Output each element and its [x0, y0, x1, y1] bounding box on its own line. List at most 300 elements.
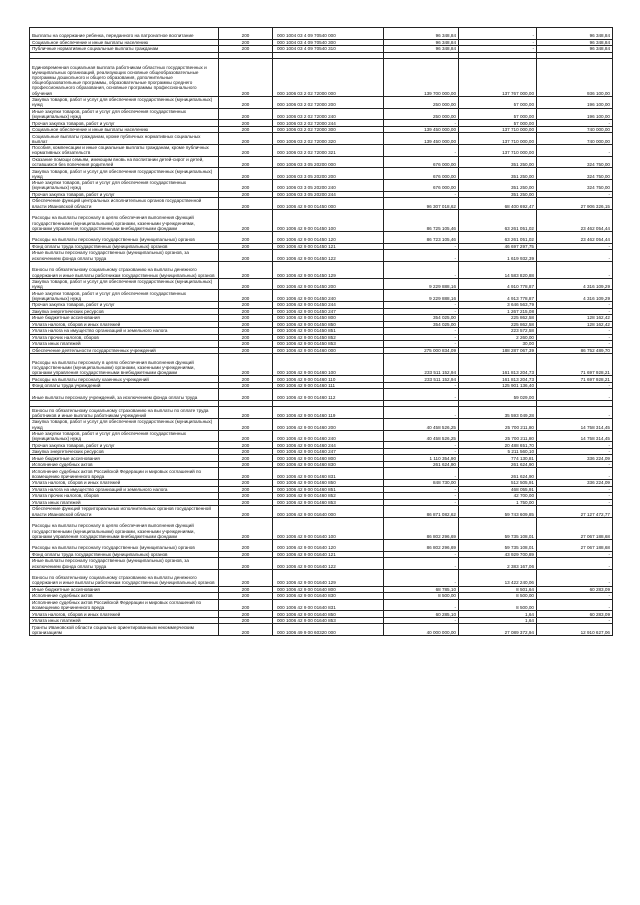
row-approved: 139 700 000,00	[384, 59, 459, 97]
row-executed: 57 000,00	[459, 96, 537, 108]
table-row	[30, 59, 613, 97]
row-approved: 96 348,84	[384, 28, 459, 40]
row-name: Уплата иных платежей	[30, 499, 219, 506]
row-approved: 354 025,00	[384, 315, 459, 322]
row-executed: 1 619 932,39	[459, 250, 537, 262]
table-row	[30, 624, 613, 636]
row-unexecuted: -	[537, 617, 613, 624]
row-kbk: 000 1006 42 9 00 01450 240	[273, 290, 384, 302]
row-approved: -	[384, 191, 459, 198]
row-approved: -	[384, 341, 459, 348]
row-name: Закупка товаров, работ и услуг для обеспечения государственных (муниципальных) нужд	[30, 96, 219, 108]
row-name: Уплата налогов, сборов и иных платежей	[30, 611, 219, 618]
row-executed: 43 929 700,89	[459, 551, 537, 558]
row-approved: 848 730,00	[384, 480, 459, 487]
row-unexecuted: -	[537, 328, 613, 335]
row-executed: 46 697 297,75	[459, 243, 537, 250]
row-kbk: 000 1006 42 9 00 01450 853	[273, 341, 384, 348]
row-name: Иные выплаты персоналу государственных (муниципальных) органов, за исключением фонда оплаты труда	[30, 558, 219, 570]
row-executed: 3 646 563,79	[459, 302, 537, 309]
row-name: Взносы по обязательному социальному страхованию на выплаты по оплате труда работников и иные выплаты работникам учреждений	[30, 407, 219, 419]
row-name: Обеспечение функций центральных исполнительных органов государственной власти Ивановской области	[30, 198, 219, 210]
row-kbk: 000 1006 03 2 02 72000 244	[273, 120, 384, 127]
row-unexecuted: -	[537, 493, 613, 500]
row-unexecuted: -	[537, 382, 613, 389]
row-approved: 40 458 526,25	[384, 419, 459, 431]
row-code: 200	[219, 231, 273, 243]
row-name: Иные выплаты персоналу государственных (муниципальных) органов, за исключением фонда оплаты труда	[30, 250, 219, 262]
row-code: 200	[219, 261, 273, 278]
row-kbk: 000 1006 42 9 00 01450 850	[273, 321, 384, 328]
row-unexecuted: -	[537, 558, 613, 570]
row-approved: -	[384, 617, 459, 624]
row-unexecuted: 71 697 928,21	[537, 376, 613, 383]
row-unexecuted: 96 348,84	[537, 46, 613, 53]
row-code: 200	[219, 243, 273, 250]
row-code: 200	[219, 39, 273, 46]
row-unexecuted: -	[537, 599, 613, 611]
row-approved: -	[384, 261, 459, 278]
row-executed: 468 055,91	[459, 486, 537, 493]
row-code: 200	[219, 461, 273, 468]
row-code: 200	[219, 468, 273, 480]
row-kbk: 000 1006 42 9 00 01640 831	[273, 599, 384, 611]
row-unexecuted: 740 000,00	[537, 126, 613, 133]
row-executed: 14 583 820,88	[459, 261, 537, 278]
row-executed: 137 710 000,00	[459, 133, 537, 145]
row-code: 200	[219, 120, 273, 127]
row-name: Закупка товаров, работ и услуг для обеспечения государственных (муниципальных) нужд	[30, 278, 219, 290]
row-approved: 86 723 105,46	[384, 231, 459, 243]
row-executed: 351 250,00	[459, 156, 537, 168]
table-row	[30, 558, 613, 570]
row-name: Закупка товаров, работ и услуг для обеспечения государственных (муниципальных) нужд	[30, 168, 219, 180]
row-kbk: 000 1006 42 9 00 01450 852	[273, 334, 384, 341]
row-unexecuted: -	[537, 442, 613, 449]
row-executed: 351 250,00	[459, 191, 537, 198]
row-approved: -	[384, 389, 459, 401]
row-approved: -	[384, 144, 459, 156]
table-row	[30, 611, 613, 618]
row-code: 200	[219, 617, 273, 624]
row-code: 200	[219, 46, 273, 53]
row-code: 200	[219, 198, 273, 210]
row-name: Расходы на выплаты персоналу в целях обеспечения выполнения функций государственными (муниципальными) органами, казенными учреждениями, органами управления государственными внебюджетными фондами	[30, 354, 219, 376]
row-unexecuted: -	[537, 120, 613, 127]
row-executed: 137 710 000,00	[459, 144, 537, 156]
row-executed: 125 901 136,40	[459, 382, 537, 389]
row-unexecuted: 196 100,00	[537, 108, 613, 120]
row-name: Расходы на выплаты персоналу в целях обеспечения выполнения функций государственными (муниципальными) органами, казенными учреждениями, органами управления государственными внебюджетными фондами	[30, 517, 219, 539]
row-unexecuted: -	[537, 593, 613, 600]
row-kbk: 000 1006 42 9 00 01460 800	[273, 455, 384, 462]
table-row	[30, 321, 613, 328]
row-unexecuted: -	[537, 302, 613, 309]
row-executed: 1,64	[459, 611, 537, 618]
row-approved: 676 000,00	[384, 156, 459, 168]
row-unexecuted: 86 752 489,70	[537, 347, 613, 354]
row-unexecuted: 324 750,00	[537, 168, 613, 180]
row-name: Закупка товаров, работ и услуг для обеспечения государственных (муниципальных) нужд	[30, 419, 219, 431]
row-name: Прочая закупка товаров, работ и услуг	[30, 191, 219, 198]
row-code: 200	[219, 290, 273, 302]
row-name: Уплата иных платежей	[30, 341, 219, 348]
row-kbk: 000 1006 42 9 00 01460 110	[273, 376, 384, 383]
row-code: 200	[219, 569, 273, 586]
row-kbk: 000 1006 42 9 00 01460 850	[273, 480, 384, 487]
row-unexecuted: 71 697 928,21	[537, 354, 613, 376]
row-name: Обеспечение функций территориальных исполнительных органов государственной власти Ивановской области	[30, 506, 219, 518]
row-unexecuted: -	[537, 334, 613, 341]
row-approved: 96 307 018,62	[384, 198, 459, 210]
row-unexecuted: 4 316 109,29	[537, 290, 613, 302]
row-unexecuted: 96 348,84	[537, 28, 613, 40]
row-code: 200	[219, 586, 273, 593]
row-approved: -	[384, 302, 459, 309]
row-code: 200	[219, 419, 273, 431]
row-kbk: 000 1006 42 9 00 01460 244	[273, 442, 384, 449]
row-name: Исполнение судебных актов	[30, 593, 219, 600]
row-kbk: 000 1006 42 9 00 01460 830	[273, 461, 384, 468]
row-name: Уплата налогов, сборов и иных платежей	[30, 480, 219, 487]
row-code: 200	[219, 209, 273, 231]
row-approved: 68 785,10	[384, 586, 459, 593]
row-approved: 40 000 000,00	[384, 624, 459, 636]
row-kbk: 000 1004 03 4 09 70540 300	[273, 39, 384, 46]
row-unexecuted: 128 162,42	[537, 315, 613, 322]
row-code: 200	[219, 168, 273, 180]
row-executed: 63 261 051,02	[459, 209, 537, 231]
row-code: 200	[219, 624, 273, 636]
table-row	[30, 144, 613, 156]
row-executed: 57 000,00	[459, 120, 537, 127]
row-kbk: 000 1006 03 3 05 20200 244	[273, 191, 384, 198]
row-name: Закупка энергетических ресурсов	[30, 308, 219, 315]
row-code: 200	[219, 133, 273, 145]
row-executed: 25 700 211,80	[459, 419, 537, 431]
row-kbk: 000 1004 03 4 09 70540 000	[273, 28, 384, 40]
row-code: 200	[219, 354, 273, 376]
row-name: Прочая закупка товаров, работ и услуг	[30, 442, 219, 449]
row-executed: 188 287 067,39	[459, 347, 537, 354]
row-name: Уплата прочих налогов, сборов	[30, 334, 219, 341]
row-executed: 5 211 560,10	[459, 448, 537, 455]
row-code: 200	[219, 517, 273, 539]
row-kbk: 000 1006 03 2 02 72000 000	[273, 59, 384, 97]
row-code: 200	[219, 28, 273, 40]
row-code: 200	[219, 389, 273, 401]
row-unexecuted: -	[537, 486, 613, 493]
row-kbk: 000 1006 42 9 00 01460 851	[273, 486, 384, 493]
row-name: Иные бюджетные ассигнования	[30, 455, 219, 462]
row-code: 200	[219, 180, 273, 192]
table-row	[30, 156, 613, 168]
row-kbk: 000 1006 42 9 00 01640 122	[273, 558, 384, 570]
row-approved: 96 348,84	[384, 46, 459, 53]
row-executed: 35 593 049,28	[459, 407, 537, 419]
row-name: Взносы по обязательному социальному страхованию на выплаты денежного содержания и иные выплаты работникам государственных (муниципальных) органов	[30, 261, 219, 278]
row-code: 200	[219, 480, 273, 487]
row-unexecuted: -	[537, 389, 613, 401]
row-name: Обеспечение деятельности государственных учреждений	[30, 347, 219, 354]
row-executed: 20 488 651,70	[459, 442, 537, 449]
row-executed: 261 624,90	[459, 461, 537, 468]
row-code: 200	[219, 448, 273, 455]
table-row	[30, 108, 613, 120]
row-approved: -	[384, 558, 459, 570]
row-name: Расходы на выплаты персоналу государственных (муниципальных) органов	[30, 231, 219, 243]
row-approved: -	[384, 569, 459, 586]
row-approved: 8 500,00	[384, 593, 459, 600]
row-name: Расходы на выплаты персоналу казенных учреждений	[30, 376, 219, 383]
table-row	[30, 261, 613, 278]
row-code: 200	[219, 321, 273, 328]
row-unexecuted: -	[537, 144, 613, 156]
row-executed: 161 813 204,73	[459, 354, 537, 376]
row-unexecuted: 12 910 627,06	[537, 624, 613, 636]
row-name: Закупка энергетических ресурсов	[30, 448, 219, 455]
row-code: 200	[219, 599, 273, 611]
row-unexecuted: -	[537, 191, 613, 198]
row-approved: 275 000 834,09	[384, 347, 459, 354]
row-unexecuted: 14 758 314,45	[537, 419, 613, 431]
row-code: 200	[219, 347, 273, 354]
row-name: Фонд оплаты труда государственных (муниципальных) органов	[30, 243, 219, 250]
table-row	[30, 96, 613, 108]
row-kbk: 000 1006 42 9 00 01640 853	[273, 617, 384, 624]
row-name: Иные бюджетные ассигнования	[30, 586, 219, 593]
row-executed: 59 735 108,01	[459, 517, 537, 539]
row-approved: -	[384, 334, 459, 341]
row-code: 200	[219, 108, 273, 120]
row-name: Социальные выплаты гражданам, кроме публичных нормативных социальных выплат	[30, 133, 219, 145]
table-row	[30, 278, 613, 290]
row-executed: 59 743 609,85	[459, 506, 537, 518]
row-code: 200	[219, 278, 273, 290]
table-row	[30, 517, 613, 539]
row-approved: 96 348,84	[384, 39, 459, 46]
row-code: 200	[219, 382, 273, 389]
row-executed: 225 862,58	[459, 321, 537, 328]
row-name: Иные выплаты персоналу учреждений, за исключением фонда оплаты труда	[30, 389, 219, 401]
row-approved: 676 000,00	[384, 180, 459, 192]
row-executed: 261 624,90	[459, 468, 537, 480]
row-approved: -	[384, 599, 459, 611]
table-row	[30, 419, 613, 431]
row-executed: 161 813 204,73	[459, 376, 537, 383]
row-code: 200	[219, 334, 273, 341]
table-row	[30, 539, 613, 551]
row-kbk: 000 1006 42 9 00 01450 851	[273, 328, 384, 335]
row-executed: 4 913 778,87	[459, 290, 537, 302]
row-approved: -	[384, 486, 459, 493]
row-code: 200	[219, 593, 273, 600]
row-code: 200	[219, 499, 273, 506]
row-approved: 86 802 296,69	[384, 539, 459, 551]
row-executed: 27 089 372,94	[459, 624, 537, 636]
row-approved: 9 229 888,16	[384, 278, 459, 290]
row-unexecuted: 96 348,84	[537, 39, 613, 46]
row-unexecuted: -	[537, 250, 613, 262]
row-approved: 1 110 354,90	[384, 455, 459, 462]
row-kbk: 000 1006 42 9 00 01450 247	[273, 308, 384, 315]
row-approved: 60 285,10	[384, 611, 459, 618]
report-page	[29, 27, 612, 636]
table-row	[30, 198, 613, 210]
row-kbk: 000 1006 03 3 05 20200 200	[273, 168, 384, 180]
table-row	[30, 290, 613, 302]
row-approved: 40 458 526,25	[384, 430, 459, 442]
row-code: 200	[219, 341, 273, 348]
row-executed: 8 501,64	[459, 586, 537, 593]
table-row	[30, 209, 613, 231]
table-row	[30, 468, 613, 480]
row-kbk: 000 1006 03 3 05 20200 240	[273, 180, 384, 192]
row-unexecuted: 27 067 188,68	[537, 517, 613, 539]
row-unexecuted: -	[537, 569, 613, 586]
row-executed: 351 250,00	[459, 168, 537, 180]
row-code: 200	[219, 308, 273, 315]
row-approved: 233 511 152,94	[384, 354, 459, 376]
row-code: 200	[219, 191, 273, 198]
row-kbk: 000 1006 03 2 02 72000 300	[273, 126, 384, 133]
row-unexecuted: -	[537, 243, 613, 250]
row-name: Пособия, компенсации и иные социальные выплаты гражданам, кроме публичных нормативных обязательств	[30, 144, 219, 156]
row-name: Публичные нормативные социальные выплаты гражданам	[30, 46, 219, 53]
row-kbk: 000 1006 42 9 00 01460 831	[273, 468, 384, 480]
row-approved: 354 025,00	[384, 321, 459, 328]
row-executed: 223 572,58	[459, 328, 537, 335]
row-approved: 86 725 105,46	[384, 209, 459, 231]
row-approved: -	[384, 493, 459, 500]
row-approved: 676 000,00	[384, 168, 459, 180]
row-executed: 512 505,91	[459, 480, 537, 487]
row-unexecuted: 27 067 188,68	[537, 539, 613, 551]
row-approved: 9 229 888,16	[384, 290, 459, 302]
row-kbk: 000 1006 42 9 00 01450 100	[273, 209, 384, 231]
row-unexecuted: -	[537, 448, 613, 455]
table-row	[30, 551, 613, 558]
row-kbk: 000 1006 42 9 00 01460 111	[273, 382, 384, 389]
row-kbk: 000 1006 42 9 00 01640 120	[273, 539, 384, 551]
table-row	[30, 231, 613, 243]
row-executed: 351 250,00	[459, 180, 537, 192]
row-kbk: 000 1006 42 9 00 01640 850	[273, 611, 384, 618]
row-kbk: 000 1006 42 9 00 01460 200	[273, 419, 384, 431]
row-kbk: 000 1006 42 9 00 01450 800	[273, 315, 384, 322]
row-approved: 86 871 082,62	[384, 506, 459, 518]
row-unexecuted: -	[537, 308, 613, 315]
row-unexecuted: 936 100,00	[537, 59, 613, 97]
table-row	[30, 126, 613, 133]
row-approved: -	[384, 448, 459, 455]
table-row	[30, 28, 613, 40]
table-row	[30, 506, 613, 518]
row-kbk: 000 1006 42 9 00 01640 830	[273, 593, 384, 600]
row-name: Фонд оплаты труда учреждений	[30, 382, 219, 389]
table-row	[30, 430, 613, 442]
row-executed: 774 130,81	[459, 455, 537, 462]
table-row	[30, 407, 613, 419]
row-code: 200	[219, 493, 273, 500]
row-approved: -	[384, 328, 459, 335]
row-code: 200	[219, 96, 273, 108]
row-code: 200	[219, 315, 273, 322]
row-kbk: 000 1004 03 4 09 70540 310	[273, 46, 384, 53]
row-approved: -	[384, 382, 459, 389]
row-kbk: 000 1006 42 9 00 01460 240	[273, 430, 384, 442]
row-approved: -	[384, 120, 459, 127]
row-code: 200	[219, 376, 273, 383]
row-unexecuted: -	[537, 468, 613, 480]
row-name: Прочая закупка товаров, работ и услуг	[30, 120, 219, 127]
row-name: Социальное обеспечение и иные выплаты населению	[30, 39, 219, 46]
row-executed: 1 750,00	[459, 499, 537, 506]
row-executed: 2 260,00	[459, 334, 537, 341]
row-name: Социальное обеспечение и иные выплаты населению	[30, 126, 219, 133]
table-row	[30, 168, 613, 180]
row-executed: 57 000,00	[459, 108, 537, 120]
row-executed: 2 383 167,06	[459, 558, 537, 570]
row-name: Взносы по обязательному социальному страхованию на выплаты денежного содержания и иные выплаты работникам государственных (муниципальных) органов	[30, 569, 219, 586]
row-name: Иные бюджетные ассигнования	[30, 315, 219, 322]
row-executed: 68 400 692,47	[459, 198, 537, 210]
row-code: 200	[219, 611, 273, 618]
row-name: Иные закупки товаров, работ и услуг для обеспечения государственных (муниципальных) нужд	[30, 430, 219, 442]
row-name: Расходы на выплаты персоналу в целях обеспечения выполнения функций государственными (муниципальными) органами, казенными учреждениями, органами управления государственными внебюджетными фондами	[30, 209, 219, 231]
row-code: 200	[219, 539, 273, 551]
row-kbk: 000 1006 42 9 00 01640 129	[273, 569, 384, 586]
row-code: 200	[219, 302, 273, 309]
row-name: Уплата налога на имущество организаций и земельного налога	[30, 486, 219, 493]
row-kbk: 000 1006 42 9 00 01460 112	[273, 389, 384, 401]
row-unexecuted: 14 758 314,45	[537, 430, 613, 442]
row-kbk: 000 1006 42 9 00 01450 129	[273, 261, 384, 278]
row-approved: -	[384, 468, 459, 480]
row-unexecuted: 336 224,09	[537, 480, 613, 487]
table-row	[30, 599, 613, 611]
row-name: Исполнение судебных актов Российской Федерации и мировых соглашений по возмещению причиненного вреда	[30, 599, 219, 611]
row-unexecuted: -	[537, 407, 613, 419]
row-kbk: 000 1006 03 2 02 72000 321	[273, 144, 384, 156]
row-unexecuted: 324 750,00	[537, 156, 613, 168]
row-unexecuted: 60 283,09	[537, 611, 613, 618]
row-kbk: 000 1006 42 9 00 01460 853	[273, 499, 384, 506]
row-code: 200	[219, 486, 273, 493]
row-unexecuted: 196 100,00	[537, 96, 613, 108]
row-name: Уплата прочих налогов, сборов	[30, 493, 219, 500]
row-code: 200	[219, 558, 273, 570]
row-unexecuted: 23 462 054,44	[537, 231, 613, 243]
row-kbk: 000 1006 42 9 00 01450 122	[273, 250, 384, 262]
row-code: 200	[219, 250, 273, 262]
row-name: Прочая закупка товаров, работ и услуг	[30, 302, 219, 309]
row-code: 200	[219, 59, 273, 97]
table-row	[30, 486, 613, 493]
budget-execution-table	[29, 27, 613, 636]
row-kbk: 000 1006 42 9 00 01450 000	[273, 198, 384, 210]
row-unexecuted: 324 750,00	[537, 180, 613, 192]
row-unexecuted: 336 224,09	[537, 455, 613, 462]
row-kbk: 000 1006 42 9 00 01460 852	[273, 493, 384, 500]
row-approved: -	[384, 250, 459, 262]
row-kbk: 000 1006 49 9 00 60320 000	[273, 624, 384, 636]
table-row	[30, 569, 613, 586]
row-unexecuted: 27 906 326,15	[537, 198, 613, 210]
row-code: 200	[219, 442, 273, 449]
row-executed: 30,00	[459, 341, 537, 348]
row-approved: -	[384, 442, 459, 449]
